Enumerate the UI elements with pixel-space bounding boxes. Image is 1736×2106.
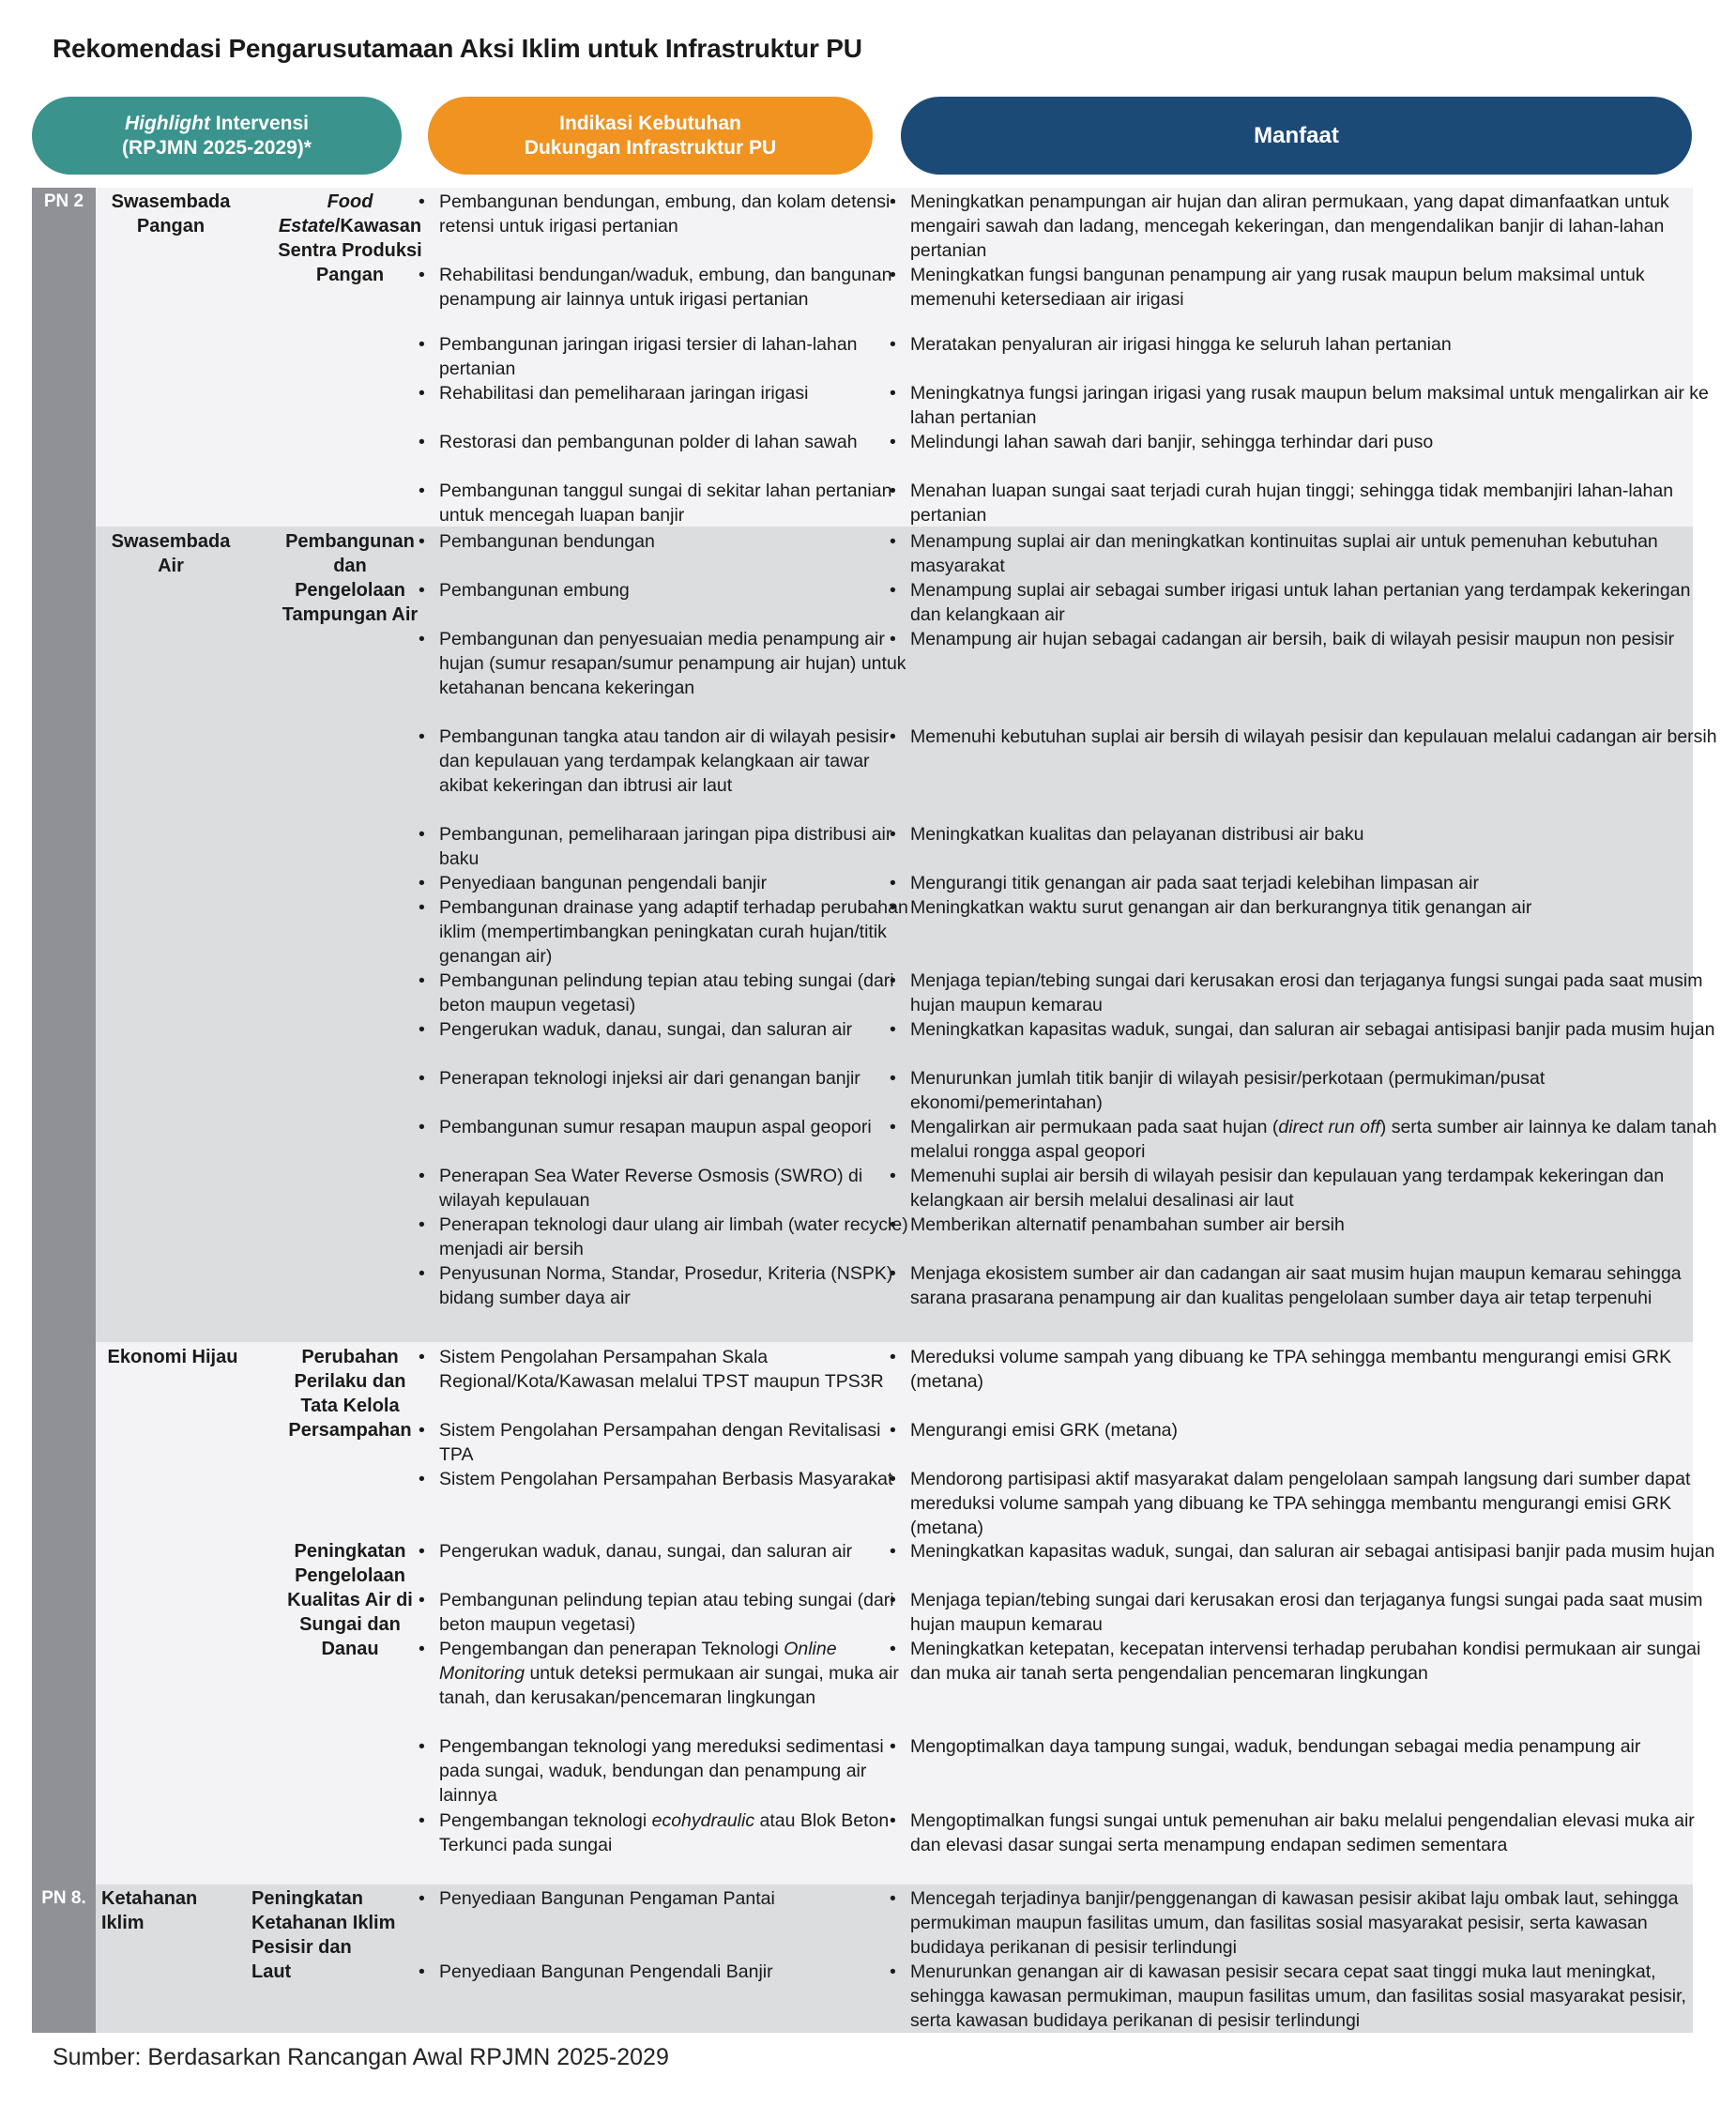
kebutuhan-item: • Pembangunan bendungan, embung, dan kolam detensi-retensi untuk irigasi pertanian	[415, 190, 918, 238]
header-b-line2: Dukungan Infrastruktur PU	[524, 136, 777, 159]
pn-label-8: PN 8.	[41, 1888, 86, 1908]
kebutuhan-item: • Penyediaan bangunan pengendali banjir	[415, 871, 918, 895]
header-rest: Intervensi	[209, 112, 310, 134]
sub-food-b: Estate	[278, 216, 335, 237]
sub-line: Peningkatan	[294, 1541, 406, 1562]
manfaat-item: • Meningkatkan kapasitas waduk, sungai, dan saluran air sebagai antisipasi banjir pada musim hujan	[886, 1539, 1726, 1564]
kebutuhan-item: • Sistem Pengolahan Persampahan Berbasis Masyarakat	[415, 1467, 918, 1491]
kebutuhan-item: • Pembangunan drainase yang adaptif terhadap perubahan iklim (mempertimbangkan peningkatan curah hujan/titik genangan air)	[415, 895, 918, 969]
sub-food-c: /Kawasan	[334, 216, 422, 237]
sub-line: Laut	[251, 1961, 292, 1982]
sub-line: dan	[333, 556, 367, 576]
kebutuhan-item: • Pembangunan, pemeliharaan jaringan pipa distribusi air baku	[415, 822, 918, 871]
manfaat-item: • Menjaga tepian/tebing sungai dari kerusakan erosi dan terjaganya fungsi sungai pada saat musim hujan maupun kemarau	[886, 969, 1726, 1017]
manfaat-item: • Memenuhi kebutuhan suplai air bersih di wilayah pesisir dan kepulauan melalui cadangan air bersih	[886, 725, 1726, 749]
manfaat-item: • Mereduksi volume sampah yang dibuang ke TPA sehingga membantu mengurangi emisi GRK (metana)	[886, 1345, 1726, 1394]
manfaat-item: • Mendorong partisipasi aktif masyarakat dalam pengelolaan sampah langsung dari sumber dapat mereduksi volume sampah yang dibuang ke TPA sehingga membantu mengurangi emisi GRK (metana)	[886, 1467, 1726, 1541]
kebutuhan-item: • Penyediaan Bangunan Pengaman Pantai	[415, 1886, 918, 1911]
section-swasembada-pangan	[96, 190, 246, 238]
kebutuhan-item: • Pembangunan embung	[415, 578, 918, 603]
header-highlight-intervensi	[32, 97, 402, 175]
header-manfaat	[901, 97, 1692, 175]
source-note: Sumber: Berdasarkan Rancangan Awal RPJMN 2025-2029	[53, 2044, 669, 2070]
manfaat-item: • Menurunkan genangan air di kawasan pesisir secara cepat saat tinggi muka laut meningkat, sehingga kawasan permukiman, maupun fasilitas umum, dan fasilitas sosial masyarakat pesisir, serta kawasan budidaya perikanan di pesisir terlindungi	[886, 1960, 1726, 2034]
manfaat-item: • Meningkatkan kualitas dan pelayanan distribusi air baku	[886, 822, 1726, 847]
manfaat-item: • Meningkatkan penampungan air hujan dan aliran permukaan, yang dapat dimanfaatkan untuk mengairi sawah dan ladang, mencegah kekeringan, dan mengendalikan banjir di lahan-lahan pertanian	[886, 190, 1726, 264]
kebutuhan-item: • Rehabilitasi dan pemeliharaan jaringan irigasi	[415, 381, 918, 405]
r28-italic: ecohydraulic	[651, 1810, 755, 1831]
kebutuhan-item: • Pembangunan sumur resapan maupun aspal geopori	[415, 1115, 918, 1139]
sub-food-d: Sentra Produksi	[278, 240, 422, 261]
section-swasembada-air	[96, 529, 246, 578]
header-b-line1: Indikasi Kebutuhan	[559, 112, 741, 134]
section-air-l2: Air	[158, 556, 184, 576]
r26-part1: Pengembangan dan penerapan Teknologi	[439, 1639, 784, 1659]
section-pangan-l2: Pangan	[136, 216, 206, 237]
manfaat-item: • Meningkatkan kapasitas waduk, sungai, dan saluran air sebagai antisipasi banjir pada musim hujan	[886, 1017, 1726, 1042]
header-italic: Highlight	[124, 112, 210, 134]
kebutuhan-item: • Pembangunan pelindung tepian atau tebing sungai (dari beton maupun vegetasi)	[415, 969, 918, 1017]
section-pangan-l1: Swasembada	[111, 191, 231, 212]
header-line2: (RPJMN 2025-2029)*	[122, 136, 312, 159]
kebutuhan-item: • Pembangunan dan penyesuaian media penampung air hujan (sumur resapan/sumur penampung air hujan) untuk ketahanan bencana kekeringan	[415, 627, 918, 701]
kebutuhan-item: • Penyusunan Norma, Standar, Prosedur, Kriteria (NSPK) bidang sumber daya air	[415, 1261, 918, 1310]
r17-part1: Mengalirkan air permukaan pada saat hujan (	[910, 1117, 1279, 1137]
kebutuhan-item: • Rehabilitasi bendungan/waduk, embung, dan bangunan penampung air lainnya untuk irigasi pertanian	[415, 263, 918, 312]
r17-italic: direct run off	[1278, 1117, 1380, 1137]
kebutuhan-item: • Sistem Pengolahan Persampahan Skala Regional/Kota/Kawasan melalui TPST maupun TPS3R	[415, 1345, 918, 1394]
manfaat-item: • Meningkatkan ketepatan, kecepatan intervensi terhadap perubahan kondisi permukaan air sungai dan muka air tanah serta pengendalian pencemaran lingkungan	[886, 1637, 1726, 1686]
section-hijau-l1: Ekonomi Hijau	[107, 1347, 238, 1367]
kebutuhan-item: • Pengerukan waduk, danau, sungai, dan saluran air	[415, 1539, 918, 1564]
sub-line: Pengelolaan	[295, 580, 405, 601]
sub-line: Kualitas Air di	[287, 1590, 413, 1610]
sub-line: Tata Kelola	[300, 1396, 400, 1416]
sub-line: Danau	[321, 1639, 379, 1659]
manfaat-item: • Memberikan alternatif penambahan sumber air bersih	[886, 1213, 1726, 1237]
section-ketahanan-iklim	[101, 1886, 251, 1935]
sub-line: Ketahanan Iklim	[251, 1913, 396, 1933]
r17-part3: ) serta sumber air lainnya ke dalam tanah melalui rongga aspal geopori	[910, 1117, 1717, 1163]
sub-line: Perilaku dan	[294, 1371, 406, 1392]
manfaat-item: • Menahan luapan sungai saat terjadi curah hujan tinggi; sehingga tidak membanjiri lahan-lahan pertanian	[886, 479, 1726, 527]
sub-line: Tampungan Air	[282, 604, 419, 625]
kebutuhan-item: • Pembangunan bendungan	[415, 529, 918, 554]
kebutuhan-item: • Sistem Pengolahan Persampahan dengan Revitalisasi TPA	[415, 1418, 918, 1467]
section-iklim-l1: Ketahanan	[101, 1888, 198, 1909]
kebutuhan-item: • Penerapan teknologi injeksi air dari genangan banjir	[415, 1066, 918, 1091]
manfaat-item: • Mencegah terjadinya banjir/penggenangan di kawasan pesisir akibat laju ombak laut, sehingga permukiman maupun fasilitas umum, dan fasilitas sosial masyarakat pesisir, serta kawasan budidaya perikanan di pesisir terlindungi	[886, 1886, 1726, 1961]
sub-line: Persampahan	[288, 1420, 412, 1441]
pn-gray-bar	[32, 188, 96, 2033]
sub-line: Pesisir dan	[251, 1937, 352, 1958]
kebutuhan-item: • Pengerukan waduk, danau, sungai, dan saluran air	[415, 1017, 918, 1042]
sub-food-e: Pangan	[315, 265, 385, 285]
manfaat-item: • Meningkatnya fungsi jaringan irigasi yang rusak maupun belum maksimal untuk mengalirkan air ke lahan pertanian	[886, 381, 1726, 430]
r26-part3: untuk deteksi permukaan air sungai, muka air tanah, dan kerusakan/pencemaran lingkungan	[439, 1663, 899, 1709]
manfaat-item: • Menampung suplai air sebagai sumber irigasi untuk lahan pertanian yang terdampak kekeringan dan kelangkaan air	[886, 578, 1726, 627]
manfaat-item	[886, 1115, 1726, 1164]
kebutuhan-item: • Pembangunan tangka atau tandon air di wilayah pesisir dan kepulauan yang terdampak kelangkaan air tawar akibat kekeringan dan ibtrusi air laut	[415, 725, 918, 799]
section-ekonomi-hijau	[96, 1345, 250, 1369]
section-iklim-l2: Iklim	[101, 1913, 145, 1933]
sub-line: Pembangunan	[285, 531, 415, 552]
manfaat-item: • Memenuhi suplai air bersih di wilayah pesisir dan kepulauan yang terdampak kekeringan dan kelangkaan air bersih melalui desalinasi air laut	[886, 1164, 1726, 1213]
section-air-l1: Swasembada	[111, 531, 231, 552]
kebutuhan-item: • Penerapan Sea Water Reverse Osmosis (SWRO) di wilayah kepulauan	[415, 1164, 918, 1213]
manfaat-item: • Menjaga tepian/tebing sungai dari kerusakan erosi dan terjaganya fungsi sungai pada saat musim hujan maupun kemarau	[886, 1588, 1726, 1637]
manfaat-item: • Mengurangi emisi GRK (metana)	[886, 1418, 1726, 1442]
page-title: Rekomendasi Pengarusutamaan Aksi Iklim untuk Infrastruktur PU	[53, 34, 862, 63]
manfaat-item: • Menjaga ekosistem sumber air dan cadangan air saat musim hujan maupun kemarau sehingga sarana prasarana penampung air dan kualitas pengelolaan sumber daya air tetap terpenuhi	[886, 1261, 1726, 1310]
manfaat-item: • Melindungi lahan sawah dari banjir, sehingga terhindar dari puso	[886, 430, 1726, 454]
r28-part1: Pengembangan teknologi	[439, 1810, 652, 1831]
r26-italic: Online Monitoring	[439, 1639, 837, 1685]
sub-line: Pengelolaan	[295, 1565, 405, 1586]
header-indikasi-kebutuhan	[428, 97, 873, 175]
manfaat-item: • Meningkatkan waktu surut genangan air dan berkurangnya titik genangan air	[886, 895, 1726, 920]
r28-part3: atau Blok Beton Terkunci pada sungai	[439, 1810, 890, 1856]
kebutuhan-item: • Penyediaan Bangunan Pengendali Banjir	[415, 1960, 918, 1984]
sub-line: Perubahan	[301, 1347, 399, 1367]
pn-label-2: PN 2	[43, 191, 84, 211]
manfaat-item: • Mengoptimalkan daya tampung sungai, waduk, bendungan sebagai media penampung air	[886, 1734, 1726, 1759]
sub-food-a: Food	[327, 191, 373, 212]
sub-line: Peningkatan	[251, 1888, 363, 1909]
manfaat-item: • Mengoptimalkan fungsi sungai untuk pemenuhan air baku melalui pengendalian elevasi muka air dan elevasi dasar sungai serta menampung endapan sedimen sementara	[886, 1808, 1726, 1857]
manfaat-item: • Meratakan penyaluran air irigasi hingga ke seluruh lahan pertanian	[886, 332, 1726, 357]
manfaat-item: • Meningkatkan fungsi bangunan penampung air yang rusak maupun belum maksimal untuk memenuhi ketersediaan air irigasi	[886, 263, 1726, 312]
kebutuhan-item	[415, 1637, 918, 1711]
manfaat-item: • Menurunkan jumlah titik banjir di wilayah pesisir/perkotaan (permukiman/pusat ekonomi/pemerintahan)	[886, 1066, 1726, 1115]
manfaat-item: • Mengurangi titik genangan air pada saat terjadi kelebihan limpasan air	[886, 871, 1726, 895]
kebutuhan-item: • Pembangunan pelindung tepian atau tebing sungai (dari beton maupun vegetasi)	[415, 1588, 918, 1637]
kebutuhan-item: • Penerapan teknologi daur ulang air limbah (water recycle) menjadi air bersih	[415, 1213, 918, 1261]
kebutuhan-item	[415, 1808, 918, 1857]
manfaat-item: • Menampung air hujan sebagai cadangan air bersih, baik di wilayah pesisir maupun non pesisir	[886, 627, 1726, 651]
header-c-label: Manfaat	[1254, 122, 1339, 148]
kebutuhan-item: • Pembangunan jaringan irigasi tersier di lahan-lahan pertanian	[415, 332, 918, 381]
manfaat-item: • Menampung suplai air dan meningkatkan kontinuitas suplai air untuk pemenuhan kebutuhan masyarakat	[886, 529, 1726, 578]
kebutuhan-item: • Restorasi dan pembangunan polder di lahan sawah	[415, 430, 918, 454]
kebutuhan-item: • Pembangunan tanggul sungai di sekitar lahan pertanian untuk mencegah luapan banjir	[415, 479, 918, 527]
sub-line: Sungai dan	[299, 1614, 401, 1635]
kebutuhan-item: • Pengembangan teknologi yang mereduksi sedimentasi pada sungai, waduk, bendungan dan penampung air lainnya	[415, 1734, 918, 1808]
